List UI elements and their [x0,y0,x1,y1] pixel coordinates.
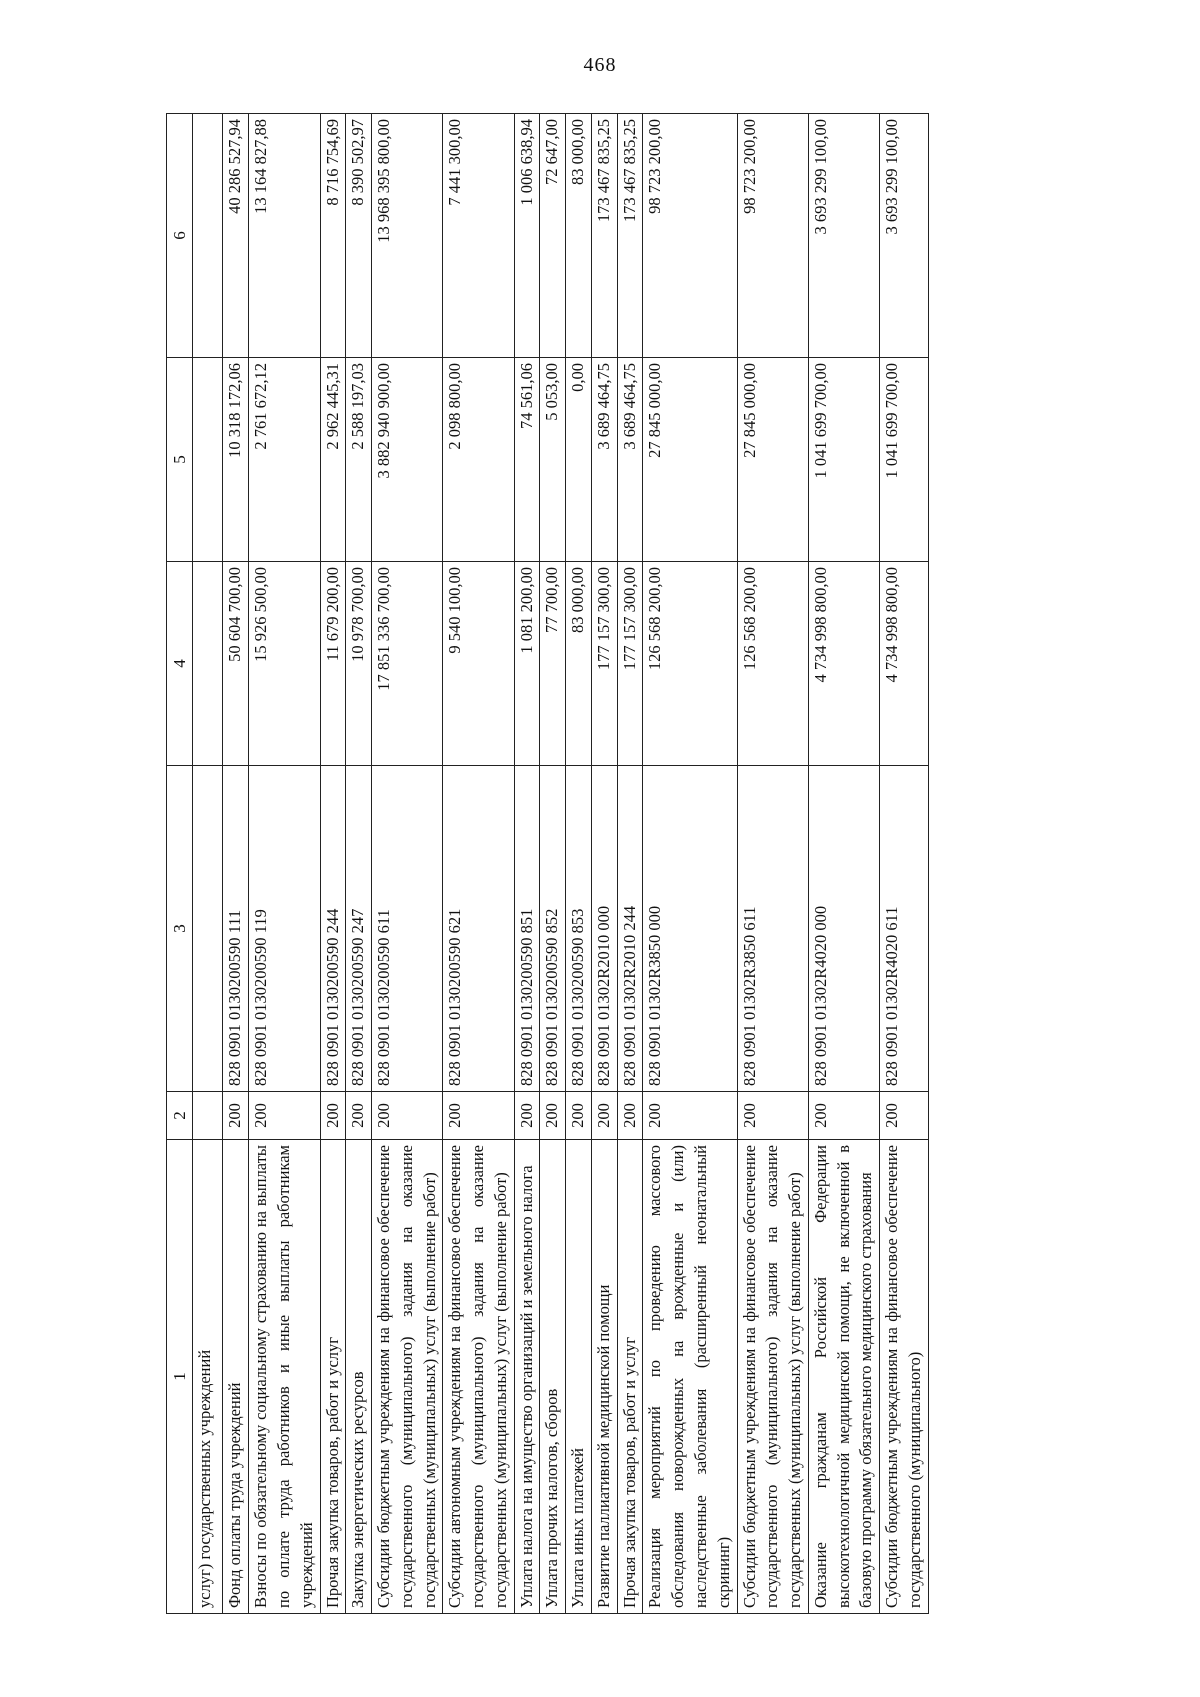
row-budget-code: 828 0901 0130200590 611 [372,766,443,1092]
col-header-6: 6 [167,114,193,358]
row-unexecuted: 3 693 299 100,00 [808,114,879,358]
col-header-5: 5 [167,358,193,562]
row-line-code: 200 [223,1092,249,1140]
row-unexecuted: 13 164 827,88 [249,114,320,358]
row-approved: 83 000,00 [566,562,592,766]
row-budget-code: 828 0901 0130200590 119 [249,766,320,1092]
row-unexecuted: 72 647,00 [540,114,566,358]
row-executed: 2 098 800,00 [443,358,514,562]
row-budget-code: 828 0901 01302R4020 000 [808,766,879,1092]
row-line-code: 200 [617,1092,643,1140]
row-unexecuted [193,114,223,358]
row-executed: 27 845 000,00 [737,358,808,562]
row-executed: 27 845 000,00 [643,358,737,562]
row-description: Закупка энергетических ресурсов [346,1140,372,1614]
row-unexecuted: 8 716 754,69 [320,114,346,358]
row-line-code: 200 [880,1092,929,1140]
page-number: 468 [583,54,617,76]
row-approved: 4 734 998 800,00 [808,562,879,766]
table-row [346,114,372,1614]
row-budget-code: 828 0901 0130200590 247 [346,766,372,1092]
row-approved: 11 679 200,00 [320,562,346,766]
row-unexecuted: 13 968 395 800,00 [372,114,443,358]
table-row [443,114,514,1614]
row-executed: 1 041 699 700,00 [880,358,929,562]
row-unexecuted: 3 693 299 100,00 [880,114,929,358]
row-approved: 9 540 100,00 [443,562,514,766]
col-header-1: 1 [167,1140,193,1614]
row-approved: 77 700,00 [540,562,566,766]
row-budget-code: 828 0901 0130200590 853 [566,766,592,1092]
row-budget-code: 828 0901 0130200590 851 [514,766,540,1092]
table-row [643,114,737,1614]
table-row [223,114,249,1614]
row-line-code: 200 [540,1092,566,1140]
row-line-code: 200 [514,1092,540,1140]
row-executed: 1 041 699 700,00 [808,358,879,562]
row-unexecuted: 7 441 300,00 [443,114,514,358]
budget-table [166,113,929,1614]
row-unexecuted: 173 467 835,25 [617,114,643,358]
row-executed: 0,00 [566,358,592,562]
row-approved [193,562,223,766]
row-description: Фонд оплаты труда учреждений [223,1140,249,1614]
table-row [514,114,540,1614]
row-approved: 177 157 300,00 [591,562,617,766]
table-row [591,114,617,1614]
row-description: Прочая закупка товаров, работ и услуг [320,1140,346,1614]
row-line-code [193,1092,223,1140]
row-approved: 126 568 200,00 [643,562,737,766]
col-header-4: 4 [167,562,193,766]
row-budget-code: 828 0901 0130200590 111 [223,766,249,1092]
table-row [737,114,808,1614]
row-budget-code: 828 0901 01302R3850 000 [643,766,737,1092]
col-header-2: 2 [167,1092,193,1140]
row-approved: 15 926 500,00 [249,562,320,766]
row-description: услуг) государственных учреждений [193,1140,223,1614]
row-executed: 10 318 172,06 [223,358,249,562]
row-approved: 4 734 998 800,00 [880,562,929,766]
row-description: Оказание гражданам Российской Федерации высокотехнологичной медицинской помощи, не включенной в базовую программу обязательного медицинского страхования [808,1140,879,1614]
row-approved: 17 851 336 700,00 [372,562,443,766]
row-budget-code: 828 0901 0130200590 244 [320,766,346,1092]
row-description: Развитие паллиативной медицинской помощи [591,1140,617,1614]
row-line-code: 200 [643,1092,737,1140]
row-budget-code: 828 0901 01302R4020 611 [880,766,929,1092]
row-unexecuted: 83 000,00 [566,114,592,358]
budget-table-rotated [166,114,1102,1614]
row-line-code: 200 [737,1092,808,1140]
row-line-code: 200 [320,1092,346,1140]
row-approved: 50 604 700,00 [223,562,249,766]
row-unexecuted: 98 723 200,00 [643,114,737,358]
table-row [617,114,643,1614]
row-budget-code: 828 0901 01302R2010 244 [617,766,643,1092]
row-budget-code: 828 0901 01302R2010 000 [591,766,617,1092]
row-description: Прочая закупка товаров, работ и услуг [617,1140,643,1614]
row-executed: 3 689 464,75 [591,358,617,562]
row-unexecuted: 98 723 200,00 [737,114,808,358]
row-executed: 2 588 197,03 [346,358,372,562]
table-row [249,114,320,1614]
row-executed: 3 689 464,75 [617,358,643,562]
row-line-code: 200 [346,1092,372,1140]
row-description: Взносы по обязательному социальному страхованию на выплаты по оплате труда работников и иные выплаты работникам учреждений [249,1140,320,1614]
row-description: Уплата прочих налогов, сборов [540,1140,566,1614]
row-budget-code: 828 0901 0130200590 852 [540,766,566,1092]
row-line-code: 200 [443,1092,514,1140]
header-row [167,114,193,1614]
table-row [540,114,566,1614]
row-budget-code [193,766,223,1092]
table-row [880,114,929,1614]
row-budget-code: 828 0901 01302R3850 611 [737,766,808,1092]
row-description: Субсидии автономным учреждениям на финансовое обеспечение государственного (муниципального) задания на оказание государственных (муниципальных) услуг (выполнение работ) [443,1140,514,1614]
row-description: Реализация мероприятий по проведению массового обследования новорожденных на врожденные и (или) наследственные заболевания (расширенный неонатальный скрининг) [643,1140,737,1614]
table-row [193,114,223,1614]
table-row [320,114,346,1614]
row-unexecuted: 40 286 527,94 [223,114,249,358]
row-line-code: 200 [591,1092,617,1140]
row-approved: 1 081 200,00 [514,562,540,766]
row-line-code: 200 [808,1092,879,1140]
row-unexecuted: 8 390 502,97 [346,114,372,358]
row-description: Уплата иных платежей [566,1140,592,1614]
table-row [566,114,592,1614]
row-description: Субсидии бюджетным учреждениям на финансовое обеспечение государственного (муниципального) задания на оказание государственных (муниципальных) услуг (выполнение работ) [372,1140,443,1614]
col-header-3: 3 [167,766,193,1092]
row-unexecuted: 1 006 638,94 [514,114,540,358]
row-unexecuted: 173 467 835,25 [591,114,617,358]
row-description: Субсидии бюджетным учреждениям на финансовое обеспечение государственного (муниципального) [880,1140,929,1614]
row-executed [193,358,223,562]
row-executed: 74 561,06 [514,358,540,562]
row-approved: 177 157 300,00 [617,562,643,766]
row-line-code: 200 [566,1092,592,1140]
row-budget-code: 828 0901 0130200590 621 [443,766,514,1092]
row-approved: 126 568 200,00 [737,562,808,766]
row-executed: 5 053,00 [540,358,566,562]
row-executed: 2 761 672,12 [249,358,320,562]
row-executed: 2 962 445,31 [320,358,346,562]
row-approved: 10 978 700,00 [346,562,372,766]
row-line-code: 200 [372,1092,443,1140]
row-description: Субсидии бюджетным учреждениям на финансовое обеспечение государственного (муниципального) задания на оказание государственных (муниципальных) услуг (выполнение работ) [737,1140,808,1614]
table-row [808,114,879,1614]
table-row [372,114,443,1614]
row-executed: 3 882 940 900,00 [372,358,443,562]
row-line-code: 200 [249,1092,320,1140]
row-description: Уплата налога на имущество организаций и земельного налога [514,1140,540,1614]
